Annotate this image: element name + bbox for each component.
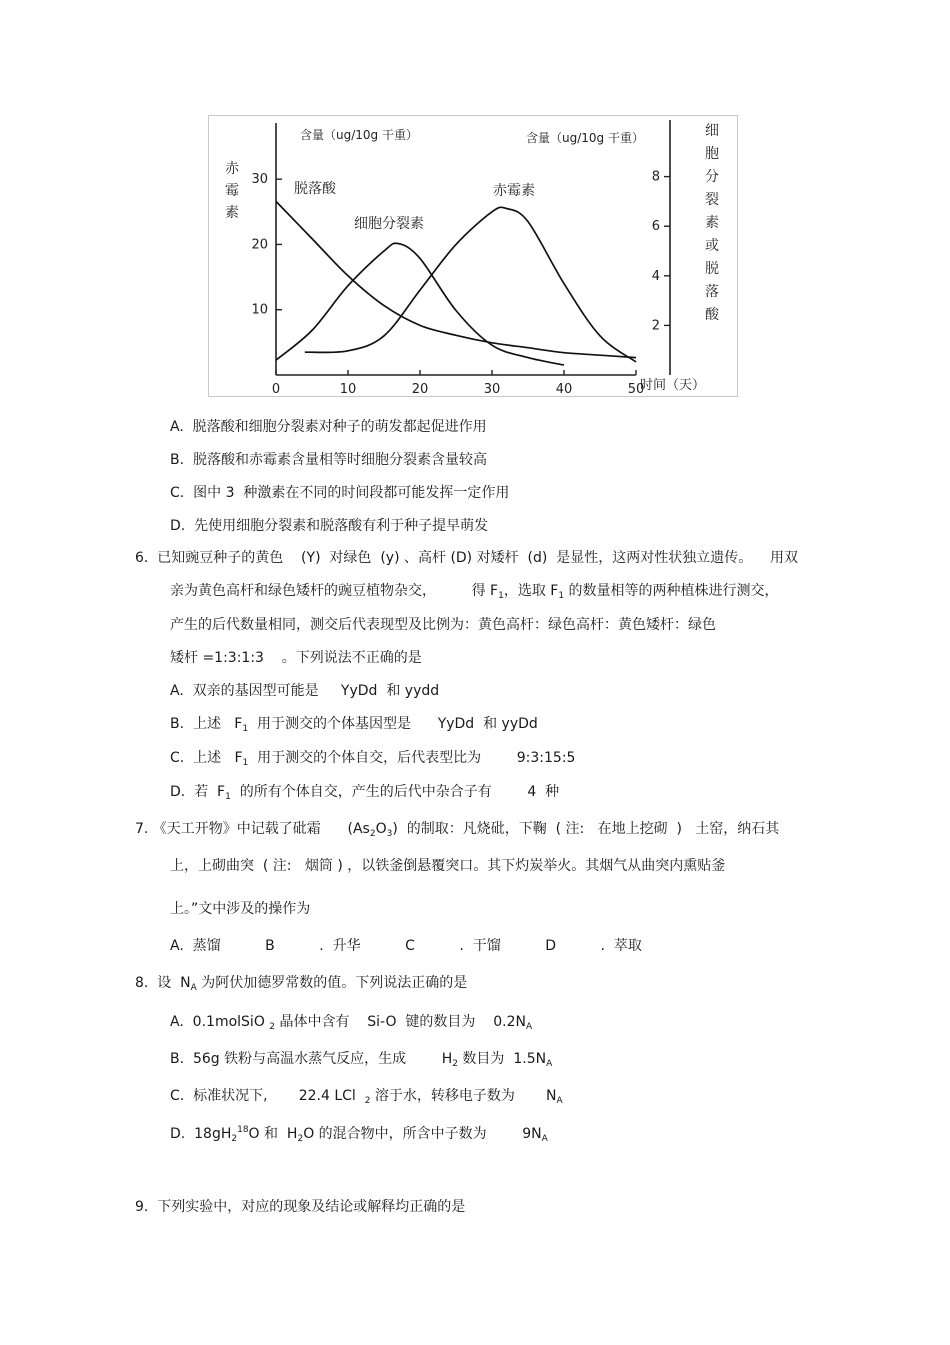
text-run: 用于测交的个体基因型是 YyDd 和 yyDd (248, 716, 538, 732)
x-tick-label: 10 (339, 382, 357, 397)
text-run: A. 双亲的基因型可能是 YyDd 和 yydd (170, 683, 440, 699)
left-tick-label: 10 (251, 302, 268, 318)
line-q6d (170, 783, 559, 803)
text-run: A. 0.1molSiO (170, 1014, 270, 1030)
text-run: O (375, 821, 387, 837)
text-sub: 2 (452, 1059, 458, 1069)
line-q7 (135, 820, 779, 840)
line-q8a (170, 1013, 532, 1033)
hormone-chart (208, 115, 738, 397)
x-axis-label: 时间（天） (640, 378, 706, 393)
text-sup: 18 (237, 1125, 249, 1135)
line-q8c (170, 1087, 563, 1107)
text-sub: A (190, 983, 197, 993)
line-q8b (170, 1050, 552, 1070)
line-q7l3 (170, 900, 310, 918)
line-q7l2 (170, 857, 725, 875)
gibberellin-label: 赤霉素 (493, 183, 535, 199)
line-q6l3 (170, 616, 716, 634)
text-run: 矮杆 =1:3:1:3 。下列说法不正确的是 (170, 650, 422, 666)
right-axis-title-char: 胞 (705, 146, 719, 162)
text-run: 亲为黄色高杆和绿色矮杆的豌豆植物杂交， 得 F (170, 583, 499, 599)
right-tick-label: 2 (651, 318, 660, 334)
line-q5c (170, 484, 509, 502)
text-run: 晶体中含有 Si-O 键的数目为 0.2N (275, 1014, 526, 1030)
right-axis-title-char: 或 (705, 238, 719, 254)
text-sub: 1 (242, 724, 249, 734)
text-run: 上，上砌曲突 ( 注: 烟筒 ) ，以铁釜倒悬覆突口。其下灼炭举火。其烟气从曲突内熏贴釜 (170, 858, 726, 874)
right-axis-title-char: 分 (705, 169, 719, 185)
text-sub: 1 (242, 758, 249, 768)
text-run: 8. 设 N (135, 975, 191, 991)
line-q8 (135, 974, 467, 994)
abscisic-acid-label: 脱落酸 (294, 181, 336, 197)
text-run: 数目为 1.5N (457, 1051, 547, 1067)
line-q9 (135, 1198, 465, 1216)
left-axis-unit: 含量（ug/10g 干重） (300, 128, 418, 142)
line-q6l2 (170, 582, 779, 602)
left-axis-title-char: 赤 (225, 161, 239, 177)
text-run: C. 图中 3 种激素在不同的时间段都可能发挥一定作用 (170, 485, 510, 501)
text-run: B. 脱落酸和赤霉素含量相等时细胞分裂素含量较高 (170, 452, 487, 468)
text-run: C. 标准状况下, 22.4 LCl (170, 1088, 365, 1104)
left-tick-label: 30 (251, 172, 268, 188)
text-sub: 1 (498, 591, 504, 601)
left-axis-title-char: 素 (225, 205, 239, 221)
text-run: A. 脱落酸和细胞分裂素对种子的萌发都起促进作用 (170, 419, 487, 435)
text-run: D. 先使用细胞分裂素和脱落酸有利于种子提早萌发 (170, 518, 489, 534)
x-tick-label: 0 (271, 382, 281, 397)
text-run: D. 若 F (170, 784, 226, 800)
text-run: C. 上述 F (170, 750, 243, 766)
text-run: A. 蒸馏 B . 升华 C . 干馏 D . 萃取 (170, 938, 642, 954)
text-run: 的所有个体自交，产生的后代中杂合子有 4 种 (230, 784, 560, 800)
text-run: ) 的制取：凡烧砒，下鞠 ( 注: 在地上挖砌 ) 土窑，纳石其 (392, 821, 780, 837)
x-tick-label: 50 (627, 382, 645, 397)
line-q5b (170, 451, 487, 469)
right-axis-title-char: 脱 (705, 261, 719, 277)
text-run: B. 56g 铁粉与高温水蒸气反应，生成 H (170, 1051, 453, 1067)
line-q6c (170, 749, 575, 769)
text-sub: A (541, 1134, 548, 1144)
text-sub: 2 (369, 829, 376, 839)
text-sub: A (546, 1059, 553, 1069)
right-axis-title-char: 落 (705, 284, 719, 300)
hormone-chart-svg (208, 115, 738, 397)
line-q7opts (170, 937, 642, 955)
text-sub: 2 (231, 1134, 238, 1144)
text-run: 6. 已知豌豆种子的黄色 (Y) 对绿色 (y) 、高杆 (D) 对矮杆 (d) 是显性，这两对性状独立遗传。 用双 (135, 550, 799, 566)
text-run: 用于测交的个体自交，后代表型比为 9:3:15:5 (248, 750, 576, 766)
text-run: B. 上述 F (170, 716, 243, 732)
right-tick-label: 6 (651, 219, 660, 235)
line-q6 (135, 549, 798, 567)
line-q6b (170, 715, 538, 735)
text-sub: 3 (386, 829, 393, 839)
line-q6l4 (170, 649, 422, 667)
left-tick-label: 20 (251, 237, 268, 253)
cytokinin-label: 细胞分裂素 (354, 216, 424, 232)
text-sub: A (556, 1096, 563, 1106)
x-tick-label: 20 (411, 382, 429, 397)
text-run: ，选取 F (503, 583, 559, 599)
text-sub: 2 (269, 1022, 276, 1032)
right-axis-title-char: 细 (705, 123, 719, 139)
text-sub: A (525, 1022, 533, 1032)
right-axis-title-char: 素 (705, 215, 719, 231)
text-run: 溶于水，转移电子数为 N (370, 1088, 557, 1104)
chart-frame (209, 116, 738, 397)
text-run: O 的混合物中，所含中子数为 9N (303, 1126, 542, 1142)
text-run: 7. 《天工开物》中记载了砒霜 (As (135, 821, 370, 837)
text-sub: 1 (558, 591, 565, 601)
line-q5d (170, 517, 488, 535)
text-run: 产生的后代数量相同，测交后代表现型及比例为：黄色高杆：绿色高杆：黄色矮杆：绿色 (170, 617, 716, 633)
text-sub: 2 (297, 1134, 304, 1144)
x-tick-label: 30 (483, 382, 501, 397)
text-sub: 1 (225, 792, 231, 802)
text-run: 9. 下列实验中，对应的现象及结论或解释均正确的是 (135, 1199, 466, 1215)
left-axis-title-char: 霉 (225, 183, 239, 199)
text-run: 的数量相等的两种植株进行测交， (564, 583, 779, 599)
right-axis-title-char: 酸 (705, 307, 719, 323)
text-run: 为阿伏加德罗常数的值。下列说法正确的是 (196, 975, 468, 991)
text-run: 上。”文中涉及的操作为 (170, 901, 311, 917)
line-q6a (170, 682, 439, 700)
line-q5a (170, 418, 487, 436)
right-tick-label: 8 (651, 169, 660, 185)
right-axis-title-char: 裂 (705, 192, 719, 208)
x-tick-label: 40 (555, 382, 573, 397)
line-q8d (170, 1125, 548, 1145)
text-run: D. 18gH (170, 1126, 232, 1142)
right-tick-label: 4 (651, 268, 660, 284)
right-axis-unit: 含量（ug/10g 干重） (526, 131, 644, 145)
text-run: O 和 H (248, 1126, 298, 1142)
text-sub: 2 (364, 1096, 371, 1106)
